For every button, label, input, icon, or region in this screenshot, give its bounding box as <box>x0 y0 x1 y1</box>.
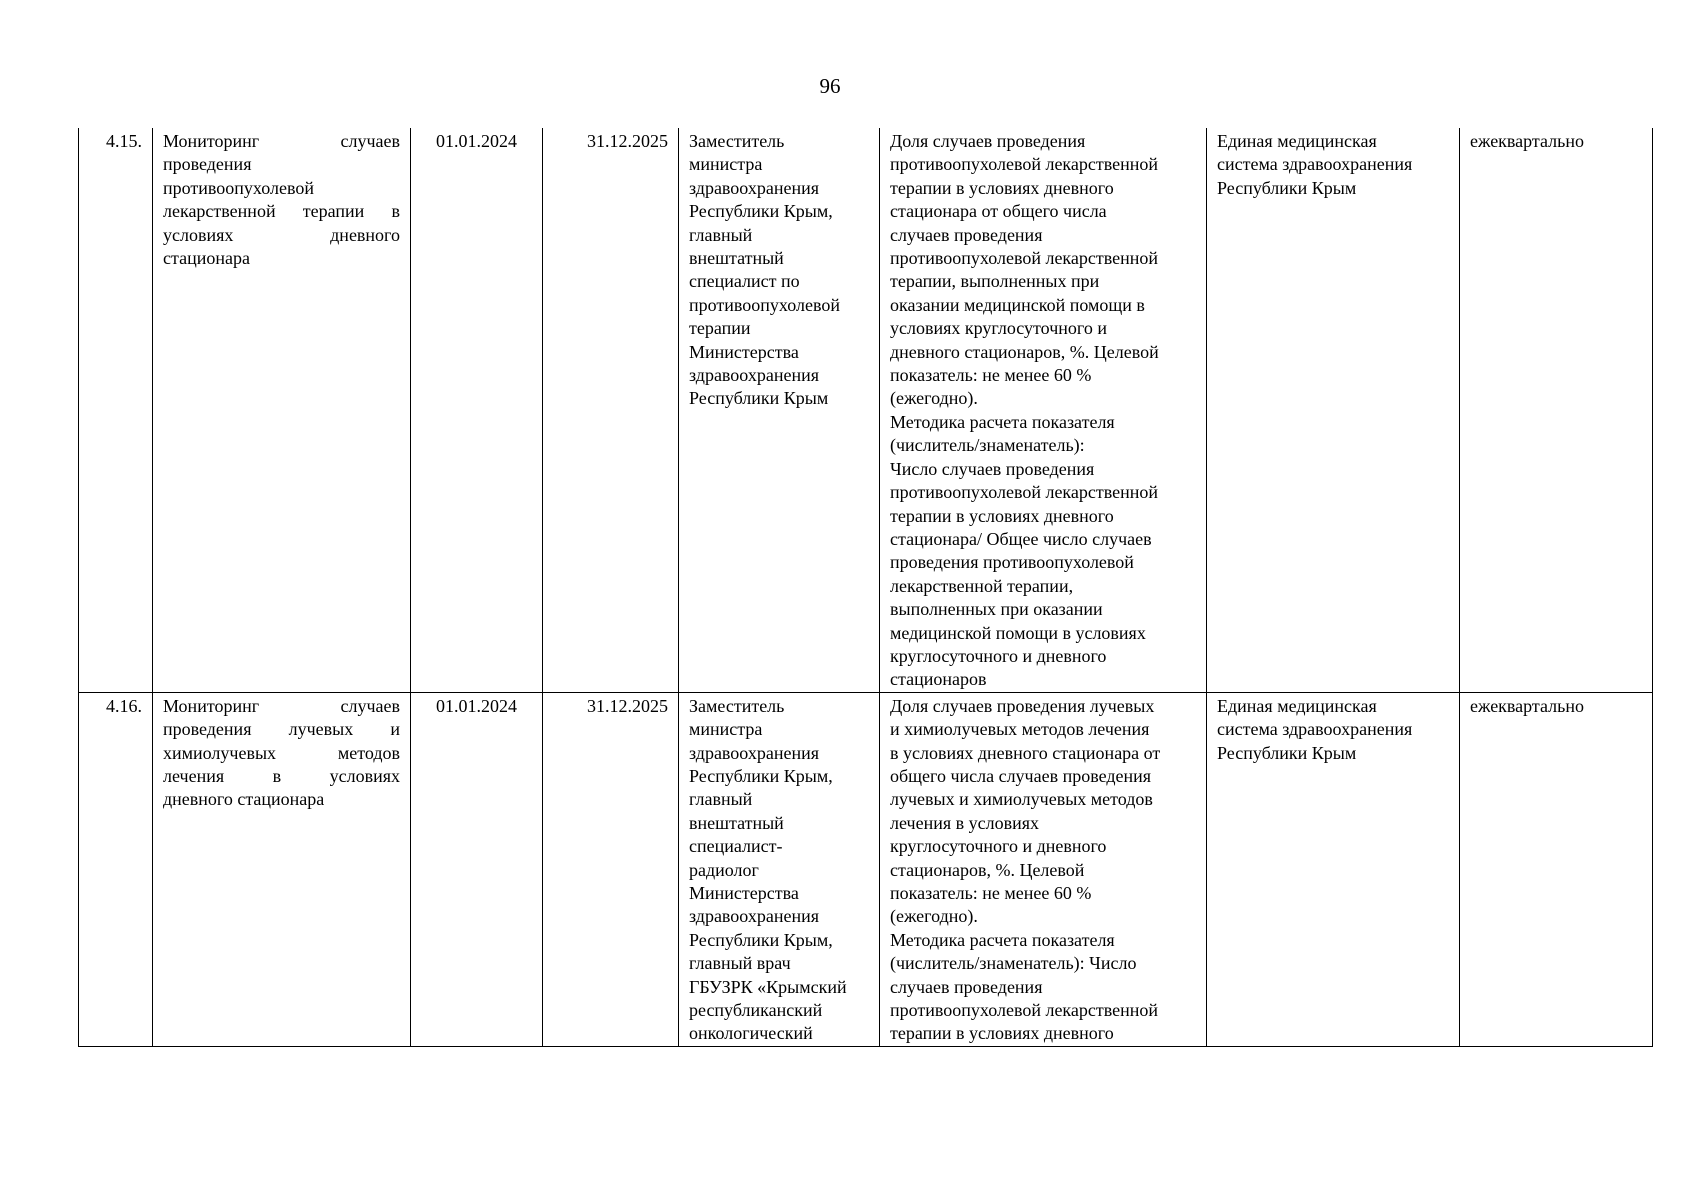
end-date: 31.12.2025 <box>587 131 668 151</box>
cell-text-line: терапии в условиях дневного <box>890 177 1114 198</box>
cell-text-line: и химиолучевых методов лечения <box>890 719 1150 740</box>
cell-text-line: Республики Крым, <box>689 765 833 786</box>
cell-text-line: стационаров <box>890 669 987 690</box>
cell-text-line: республиканский <box>689 1000 823 1021</box>
cell-text-line: терапии, выполненных при <box>890 271 1100 292</box>
item-number: 4.15. <box>106 131 142 151</box>
cell-text-line: противоопухолевой <box>689 294 840 315</box>
frequency: ежеквартально <box>1470 695 1584 716</box>
cell-text-line: главный врач <box>689 953 791 974</box>
cell-text-line: в условиях дневного стационара от <box>890 742 1161 763</box>
cell-text-line: Республики Крым <box>1217 177 1357 198</box>
cell-text-line: онкологический <box>689 1023 813 1044</box>
information-system-cell <box>1207 128 1460 692</box>
cell-text-line: министра <box>689 719 763 740</box>
cell-text-line: Единая медицинская <box>1217 695 1377 716</box>
cell-text-line: министра <box>689 154 763 175</box>
cell-text-line: круглосуточного и дневного <box>890 836 1107 857</box>
table-row <box>79 128 1653 692</box>
measure-name-cell <box>153 692 411 1046</box>
frequency-cell <box>1460 692 1653 1046</box>
cell-text-line: общего числа случаев проведения <box>890 765 1152 786</box>
cell-text-line: внештатный <box>689 248 784 269</box>
cell-text-line: ГБУЗРК «Крымский <box>689 976 847 997</box>
cell-text-line: Доля случаев проведения <box>890 131 1086 151</box>
cell-text-line: Республики Крым <box>1217 742 1357 763</box>
cell-text-line: Заместитель <box>689 695 785 716</box>
cell-text-line: случаев проведения <box>890 976 1043 997</box>
cell-text-line: здравоохранения <box>689 906 820 927</box>
cell-text-line: здравоохранения <box>689 742 820 763</box>
page-number: 96 <box>819 74 841 98</box>
cell-text-line: лекарственной терапии в <box>163 201 400 222</box>
cell-text-line: показатель: не менее 60 % <box>890 883 1092 903</box>
cell-text-line: специалист- <box>689 836 783 857</box>
cell-text-line: Республики Крым, <box>689 201 833 222</box>
cell-text-line: условиях дневного <box>163 224 400 245</box>
cell-text-line: Заместитель <box>689 131 785 151</box>
item-number-cell <box>79 692 153 1046</box>
cell-text-line: Республики Крым, <box>689 929 833 950</box>
cell-text-line: случаев проведения <box>890 224 1043 245</box>
cell-text-line: лекарственной терапии, <box>890 575 1074 596</box>
start-date-cell <box>411 128 543 692</box>
responsible-cell <box>679 128 880 692</box>
start-date: 01.01.2024 <box>436 131 517 151</box>
start-date-cell <box>411 692 543 1046</box>
cell-text-line: лечения в условиях <box>163 765 400 786</box>
cell-text-line: противоопухолевой лекарственной <box>890 154 1159 175</box>
cell-text-line: круглосуточного и дневного <box>890 645 1107 666</box>
cell-text-line: стационара <box>163 248 250 269</box>
cell-text-line: оказании медицинской помощи в <box>890 294 1145 315</box>
cell-text-line: радиолог <box>689 859 759 880</box>
cell-text-line: противоопухолевой лекарственной <box>890 482 1159 503</box>
cell-text-line: (ежегодно). <box>890 906 978 927</box>
cell-text-line: показатель: не менее 60 % <box>890 365 1092 386</box>
cell-text-line: Единая медицинская <box>1217 131 1377 151</box>
cell-text-line: Число случаев проведения <box>890 458 1095 479</box>
cell-text-line: главный <box>689 224 753 245</box>
cell-text-line: противоопухолевой лекарственной <box>890 248 1159 269</box>
cell-text-line: проведения противоопухолевой <box>890 552 1134 573</box>
cell-text-line: лечения в условиях <box>890 812 1039 833</box>
cell-text-line: условиях круглосуточного и <box>890 318 1107 339</box>
cell-text-line: главный <box>689 789 753 810</box>
cell-text-line: проведения лучевых и <box>163 719 400 740</box>
cell-text-line: стационаров, %. Целевой <box>890 859 1085 880</box>
cell-text-line: терапии в условиях дневного <box>890 505 1114 526</box>
cell-text-line: медицинской помощи в условиях <box>890 622 1146 643</box>
cell-text-line: Методика расчета показателя <box>890 929 1115 950</box>
cell-text-line: терапии в условиях дневного <box>890 1023 1114 1044</box>
table-row <box>79 692 1653 1046</box>
end-date: 31.12.2025 <box>587 695 668 716</box>
cell-text-line: противоопухолевой лекарственной <box>890 1000 1159 1021</box>
cell-text-line: система здравоохранения <box>1217 154 1413 175</box>
cell-text-line: внештатный <box>689 812 784 833</box>
measure-name-cell <box>153 128 411 692</box>
measures-table <box>78 128 1653 1047</box>
cell-text-line: проведения <box>163 154 252 175</box>
cell-text-line: здравоохранения <box>689 177 820 198</box>
start-date: 01.01.2024 <box>436 695 517 716</box>
end-date-cell <box>543 128 679 692</box>
cell-text-line: терапии <box>689 318 751 339</box>
cell-text-line: Республики Крым <box>689 388 829 409</box>
cell-text-line: лучевых и химиолучевых методов <box>890 789 1153 810</box>
cell-text-line: противоопухолевой <box>163 177 314 198</box>
frequency: ежеквартально <box>1470 131 1584 151</box>
cell-text-line: Министерства <box>689 341 799 362</box>
cell-text-line: стационара/ Общее число случаев <box>890 528 1152 549</box>
cell-text-line: (ежегодно). <box>890 388 978 409</box>
cell-text-line: Министерства <box>689 883 799 903</box>
cell-text-line: (числитель/знаменатель): <box>890 435 1085 456</box>
information-system-cell <box>1207 692 1460 1046</box>
cell-text-line: специалист по <box>689 271 800 292</box>
indicator-cell <box>880 128 1207 692</box>
item-number: 4.16. <box>106 695 142 716</box>
cell-text-line: стационара от общего числа <box>890 201 1107 222</box>
cell-text-line: Мониторинг случаев <box>163 131 400 151</box>
cell-text-line: Методика расчета показателя <box>890 411 1115 432</box>
responsible-cell <box>679 692 880 1046</box>
cell-text-line: (числитель/знаменатель): Число <box>890 953 1137 974</box>
frequency-cell <box>1460 128 1653 692</box>
cell-text-line: Мониторинг случаев <box>163 695 400 716</box>
cell-text-line: система здравоохранения <box>1217 719 1413 740</box>
item-number-cell <box>79 128 153 692</box>
end-date-cell <box>543 692 679 1046</box>
cell-text-line: дневного стационаров, %. Целевой <box>890 341 1159 362</box>
indicator-cell <box>880 692 1207 1046</box>
cell-text-line: Доля случаев проведения лучевых <box>890 695 1155 716</box>
cell-text-line: здравоохранения <box>689 365 820 386</box>
cell-text-line: дневного стационара <box>163 789 325 810</box>
cell-text-line: химиолучевых методов <box>163 742 400 763</box>
cell-text-line: выполненных при оказании <box>890 599 1103 620</box>
